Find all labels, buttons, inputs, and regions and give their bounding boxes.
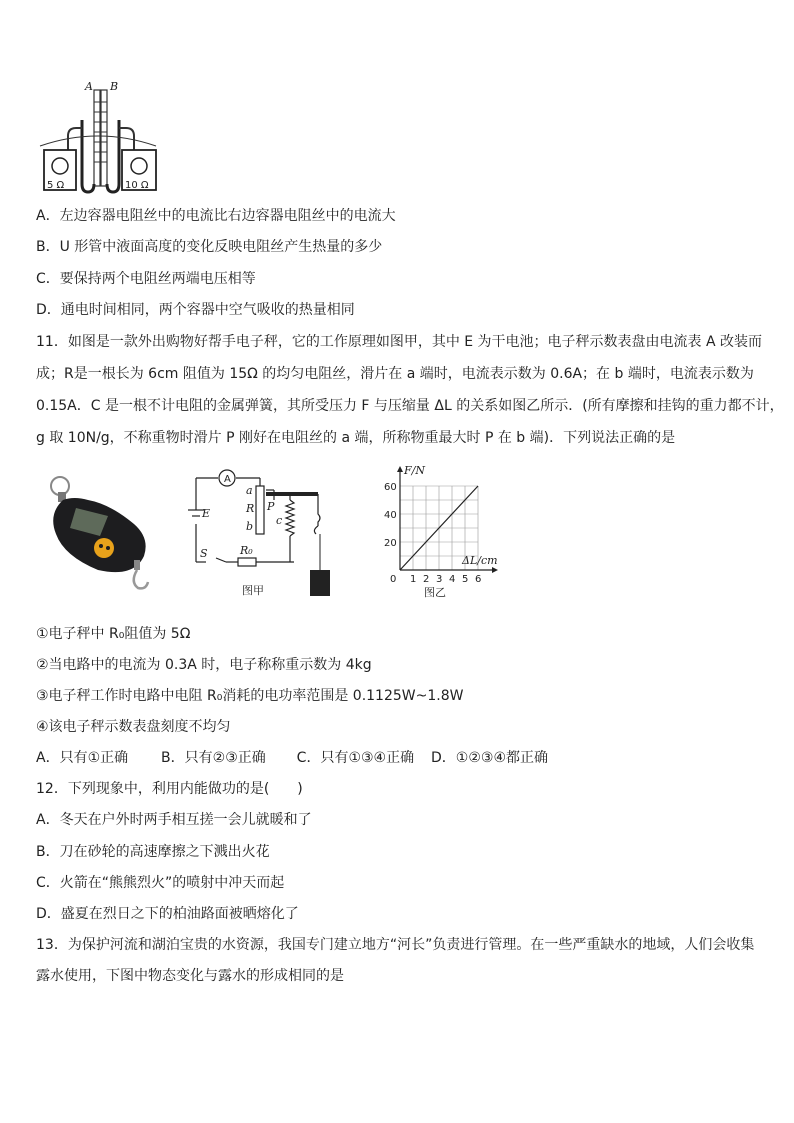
x-tick-label: 3 [436,574,443,585]
x-tick-label: 4 [449,574,456,585]
switch-label: S [200,547,208,560]
terminal-a-label: a [246,484,253,497]
q12-stem: 12．下列现象中，利用内能做功的是( ) [36,781,303,797]
circuit-diagram-jia [182,466,352,602]
q11-statement-2: ②当电路中的电流为 0.3A 时，电子称称重示数为 4kg [36,657,372,673]
electronic-scale-photo [38,474,158,594]
q12-option-d: D．盛夏在烈日之下的柏油路面被晒熔化了 [36,906,299,922]
q12-option-a: A．冬天在户外时两手相互搓一会儿就暖和了 [36,812,312,828]
y-tick-label: 60 [384,482,397,493]
r0-label: R₀ [240,544,253,557]
q11-stem-line-3: 0.15A．C 是一根不计电阻的金属弹簧，其所受压力 F 与压缩量 ΔL 的关系如图乙所示．(所有摩擦和挂钩的重力都不计， [36,398,784,414]
q10-option-d: D．通电时间相同，两个容器中空气吸收的热量相同 [36,302,355,318]
q11-choice-c: C．只有①③④正确 [296,750,415,766]
q11-stem-line-4: g 取 10N/g，不称重物时滑片 P 刚好在电阻丝的 a 端，所称物重最大时 P 在 b 端)．下列说法正确的是 [36,430,676,446]
q11-statement-3: ③电子秤工作时电路中电阻 R₀消耗的电功率范围是 0.1125W~1.8W [36,688,464,704]
y-axis-label: F/N [404,464,425,477]
slider-label: P [267,500,275,513]
x-tick-label: 1 [410,574,417,585]
q11-statement-4: ④该电子秤示数表盘刻度不均匀 [36,719,231,735]
force-compression-graph [370,462,510,602]
q10-option-b: B．U 形管中液面高度的变化反映电阻丝产生热量的多少 [36,239,383,255]
spring-label: c [276,514,283,527]
q10-option-a: A．左边容器电阻丝中的电流比右边容器电阻丝中的电流大 [36,208,396,224]
q13-stem-line-2: 露水使用，下图中物态变化与露水的形成相同的是 [36,968,344,984]
q11-choice-a: A．只有①正确 [36,750,129,766]
tube-label-a: A [85,80,93,93]
resistance-label-left: 5 Ω [47,180,65,191]
resistance-label-right: 10 Ω [125,180,149,191]
battery-label: E [202,507,211,520]
terminal-b-label: b [246,520,254,533]
q11-stem-line-2: 成；R是一根长为 6cm 阻值为 15Ω 的均匀电阻丝，滑片在 a 端时，电流表示数为 0.6A；在 b 端时，电流表示数为 [36,366,754,382]
q10-option-c: C．要保持两个电阻丝两端电压相等 [36,271,256,287]
q13-stem-line-1: 13．为保护河流和湖泊宝贵的水资源，我国专门建立地方“河长”负责进行管理。在一些严重缺水的地域，人们会收集 [36,937,755,953]
y-tick-label: 40 [384,510,397,521]
origin-label: 0 [390,574,397,585]
x-tick-label: 5 [462,574,469,585]
x-tick-label: 6 [475,574,482,585]
q11-choice-b: B．只有②③正确 [161,750,266,766]
resistor-label: R [246,502,255,515]
tube-label-b: B [110,80,119,93]
q11-choices [36,748,766,768]
q11-statement-1: ①电子秤中 R₀阻值为 5Ω [36,626,191,642]
x-tick-label: 2 [423,574,430,585]
x-axis-label: ΔL/cm [462,554,498,567]
figure-jia-caption: 图甲 [242,584,264,597]
q12-option-b: B．刀在砂轮的高速摩擦之下溅出火花 [36,844,270,860]
q12-option-c: C．火箭在“熊熊烈火”的喷射中冲天而起 [36,875,285,891]
q11-choice-d: D．①②③④都正确 [431,750,548,766]
q11-stem-line-1: 11．如图是一款外出购物好帮手电子秤，它的工作原理如图甲，其中 E 为干电池；电子秤示数表盘由电流表 A 改装而 [36,334,763,350]
ammeter-label: A [224,474,231,485]
y-tick-label: 20 [384,538,397,549]
figure-yi-caption: 图乙 [424,586,446,599]
u-tube-apparatus-figure [38,80,158,196]
